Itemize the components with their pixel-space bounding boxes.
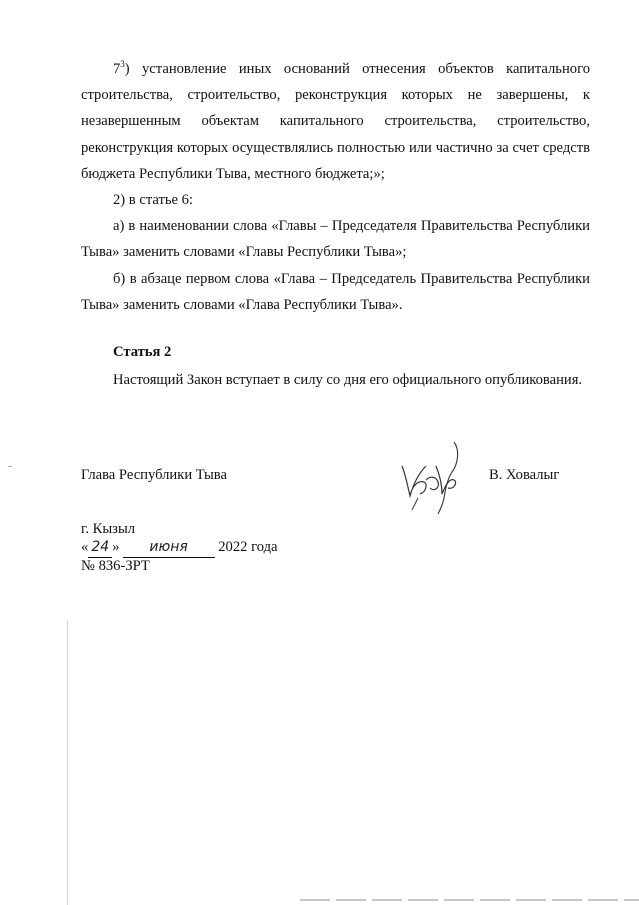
article-2-text: Настоящий Закон вступает в силу со дня его официального опубликования. xyxy=(113,372,583,388)
date-day: 24 xyxy=(88,537,112,558)
scan-edge-line xyxy=(67,620,68,905)
date-quote-close: » xyxy=(112,539,120,555)
paragraph-a: а) в наименовании слова «Главы – Председателя Правительства Республики Тыва» заменить словами «Главы Республики Тыва»; xyxy=(81,218,590,261)
signatory-title: Глава Республики Тыва xyxy=(81,467,227,483)
date-line xyxy=(81,537,278,558)
paragraph-article-6: 2) в статье 6: xyxy=(113,192,193,209)
amendment-text xyxy=(81,56,590,318)
handwritten-signature xyxy=(396,436,474,514)
scan-bottom-strip xyxy=(300,899,639,901)
date-year: 2022 года xyxy=(218,539,278,555)
paragraph-text: ) установление иных оснований отнесения объектов капитального строительства, строительство, реконструкция которых не завершены, к незавершенным объектам капитального строительства, строительство, реконструкция которых осуществлялись полностью или частично за счет средств бюджета Республики Тыва, местного бюджета;»; xyxy=(81,61,590,182)
paragraph-7-3 xyxy=(81,56,590,187)
city-line: г. Кызыл xyxy=(81,521,136,537)
law-number: № 836-ЗРТ xyxy=(81,558,150,574)
article-2-heading: Статья 2 xyxy=(113,344,172,360)
paragraph-superscript: 3 xyxy=(120,59,125,69)
scan-edge-mark xyxy=(8,466,12,467)
date-quote-open: « xyxy=(81,539,89,555)
paragraph-number: 7 xyxy=(113,61,121,77)
paragraph-b: б) в абзаце первом слова «Глава – Председатель Правительства Республики Тыва» заменить словами «Глава Республики Тыва». xyxy=(81,270,590,313)
signatory-name: В. Ховалыг xyxy=(489,467,560,483)
date-month: июня xyxy=(123,537,215,558)
